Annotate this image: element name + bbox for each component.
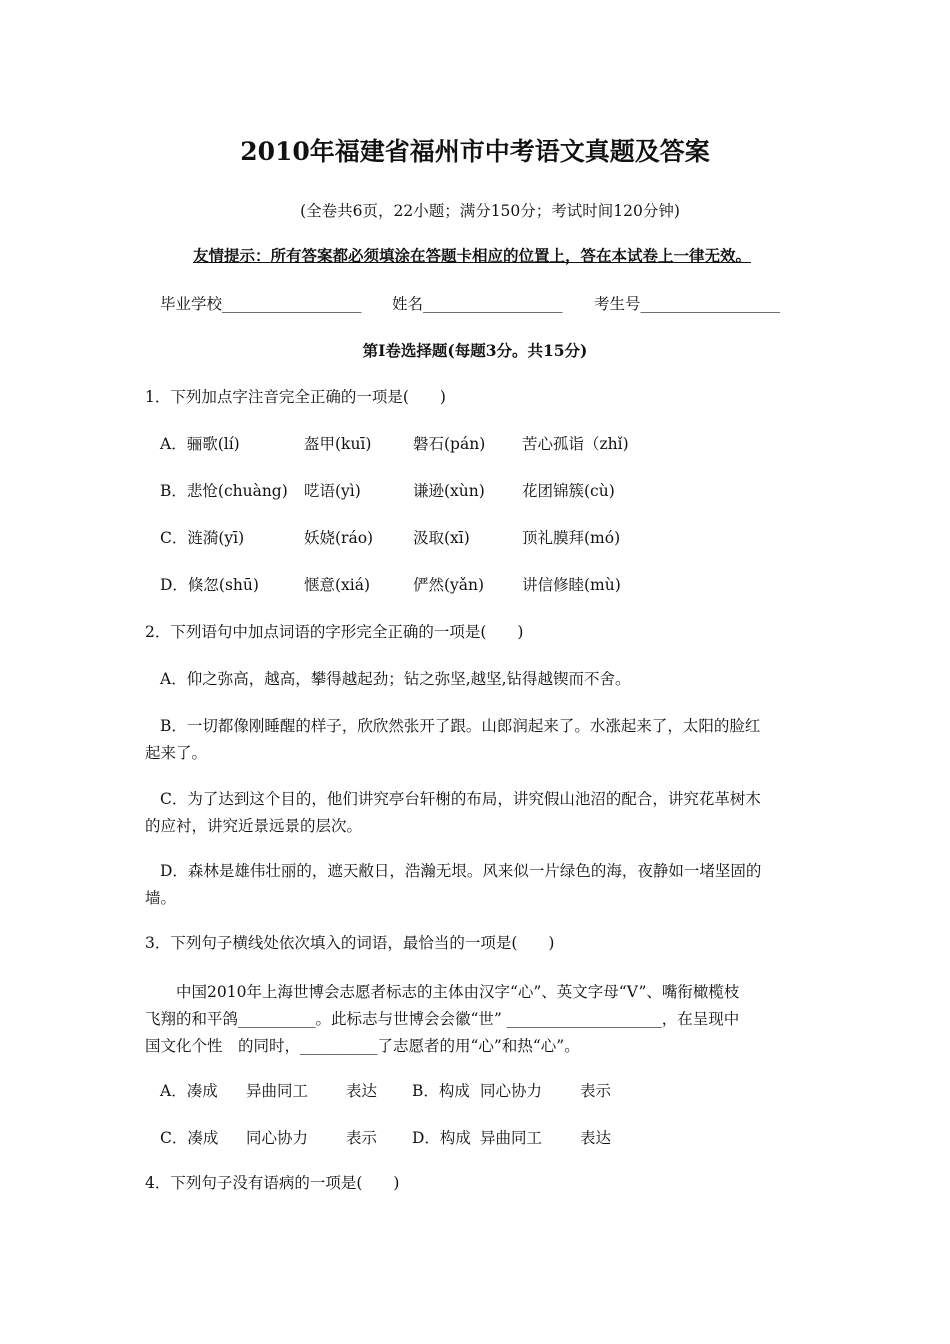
q3-passage-line: 飞翔的和平鸽__________。此标志与世博会会徽“世” ____________________，在呈现中 — [145, 1010, 740, 1028]
name-field: 姓名__________________ — [392, 295, 563, 313]
q2-option-c-cont: 的应衬，讲究近景远景的层次。 — [145, 817, 363, 835]
q3-option-item: D．构成 — [412, 1129, 471, 1147]
q2-option-b-cont: 起来了。 — [145, 744, 208, 762]
q3-option-item: B．构成 — [412, 1082, 470, 1100]
q3-option-item: 异曲同工 — [246, 1082, 309, 1100]
q3-option-item: 表达 — [346, 1082, 378, 1100]
q2-option-d: D．森林是雄伟壮丽的，遮天敝日，浩瀚无垠。风来似一片绿色的海，夜静如一堵坚固的 — [160, 862, 762, 880]
q1-option-d-item: D．倏忽(shū) — [160, 576, 259, 594]
q1-option-a-item: 苦心孤诣（zhǐ) — [522, 435, 629, 453]
q2-option-a: A．仰之弥高，越高，攀得越起劲；钻之弥坚,越坚,钻得越锲而不舍。 — [160, 670, 631, 688]
q1-option-d-item: 俨然(yǎn) — [413, 576, 485, 594]
q3-option-item: A．凑成 — [160, 1082, 218, 1100]
q3-option-item: 表示 — [346, 1129, 378, 1147]
q3-option-item: 表示 — [580, 1082, 612, 1100]
q1-option-b-item: 花团锦簇(cù) — [522, 482, 615, 500]
q1-option-a-item: 盔甲(kuī) — [304, 435, 372, 453]
q3-passage-line: 中国2010年上海世博会志愿者标志的主体由汉字“心”、英文字母“V”、嘴衔橄榄枝 — [176, 983, 740, 1001]
friendly-tip: 友情提示：所有答案都必须填涂在答题卡相应的位置上，答在本试卷上一律无效。 — [192, 246, 751, 265]
q3-option-item: 异曲同工 — [480, 1129, 543, 1147]
q1-option-c-item: 顶礼膜拜(mó) — [522, 529, 621, 547]
q1-option-a-item: 磐石(pán) — [413, 435, 486, 453]
q1-option-c-item: 妖娆(ráo) — [304, 529, 374, 547]
exam-number-field: 考生号__________________ — [594, 295, 781, 313]
q3-option-item: 表达 — [580, 1129, 612, 1147]
q1-option-b-item: 谦逊(xùn) — [413, 482, 485, 500]
q2-option-d-cont: 墙。 — [145, 889, 177, 907]
question-2-stem: 2．下列语句中加点词语的字形完全正确的一项是( ) — [145, 623, 524, 641]
q3-passage-line: 国文化个性 的同时，__________了志愿者的用“心”和热“心”。 — [145, 1037, 580, 1055]
q2-option-c: C．为了达到这个目的，他们讲究亭台轩榭的布局，讲究假山池沼的配合，讲究花革树木 — [160, 790, 761, 808]
exam-subtitle: (全卷共6页，22小题；满分150分；考试时间120分钟) — [300, 202, 680, 220]
q1-option-d-item: 惬意(xiá) — [304, 576, 371, 594]
q1-option-c-item: 汲取(xī) — [413, 529, 470, 547]
q1-option-c-item: C．涟漪(yī) — [160, 529, 245, 547]
q1-option-d-item: 讲信修睦(mù) — [522, 576, 621, 594]
q3-option-item: 同心协力 — [480, 1082, 543, 1100]
question-3-stem: 3．下列句子横线处依次填入的词语，最恰当的一项是( ) — [145, 934, 555, 952]
q3-option-item: C．凑成 — [160, 1129, 219, 1147]
section-title: 第Ⅰ卷选择题(每题3分。共15分) — [362, 341, 588, 360]
q1-option-a-item: A．骊歌(lí) — [160, 435, 240, 453]
q3-option-item: 同心协力 — [246, 1129, 309, 1147]
q1-option-b-item: B．悲怆(chuàng) — [160, 482, 288, 500]
q1-option-b-item: 呓语(yì) — [304, 482, 361, 500]
school-field: 毕业学校__________________ — [160, 295, 362, 313]
question-4-stem: 4．下列句子没有语病的一项是( ) — [145, 1174, 400, 1192]
q2-option-b: B．一切都像刚睡醒的样子，欣欣然张开了跟。山郎润起来了。水涨起来了，太阳的脸红 — [160, 717, 761, 735]
page-title: 2010年福建省福州市中考语文真题及答案 — [240, 137, 710, 166]
question-1-stem: 1．下列加点字注音完全正确的一项是( ) — [145, 388, 446, 406]
